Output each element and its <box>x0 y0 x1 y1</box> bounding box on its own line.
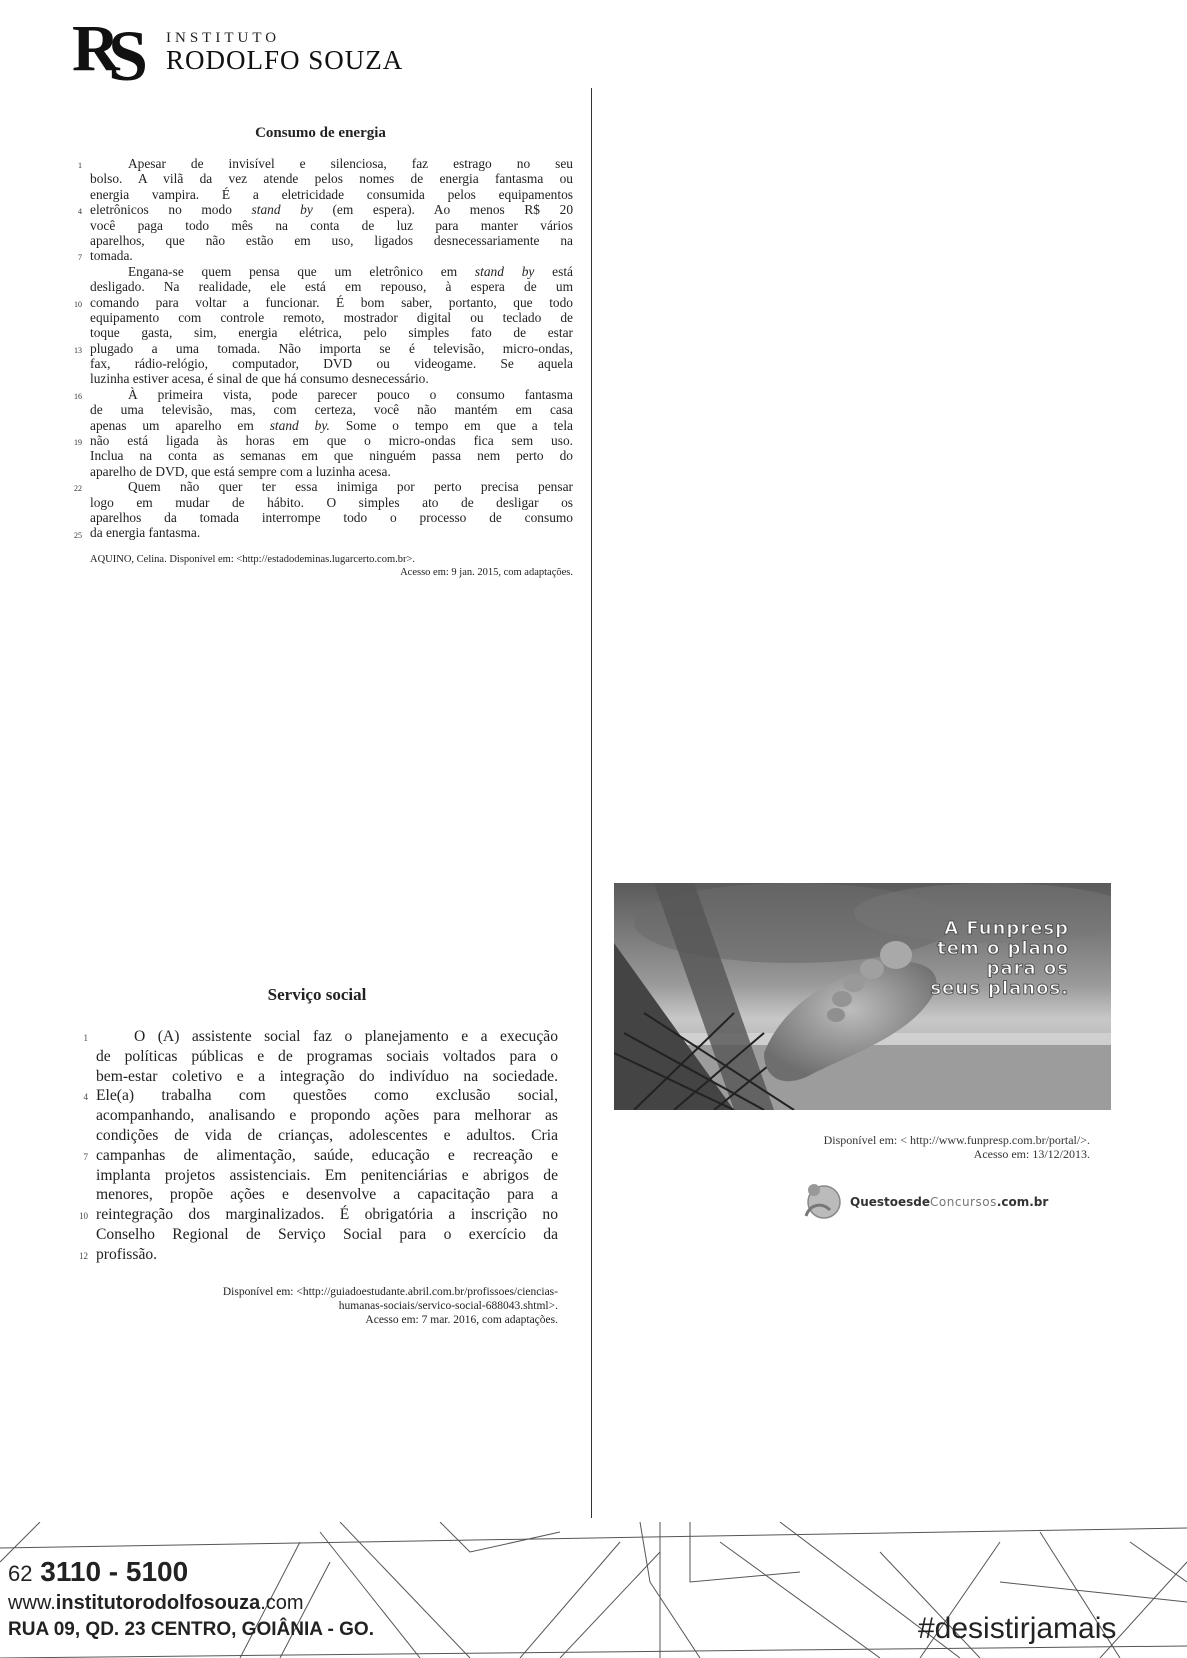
rs-logo-mark <box>70 8 160 88</box>
svg-text:S: S <box>108 16 149 88</box>
line-text: comando para voltar a funcionar. É bom saber, portanto, que todo <box>90 294 573 310</box>
text-line <box>96 1185 558 1205</box>
line-text: reintegração dos marginalizados. É obrigatória a inscrição no <box>96 1206 558 1224</box>
line-text: bem-estar coletivo e a integração do indivíduo na sociedade. <box>96 1067 558 1085</box>
line-number: 1 <box>78 161 82 170</box>
line-text: energia vampira. É a eletricidade consumida pelos equipamentos <box>90 186 573 202</box>
line-text: equipamento com controle remoto, mostrador digital ou teclado de <box>90 309 573 325</box>
line-text: O (A) assistente social faz o planejamento e a execução <box>134 1028 558 1045</box>
article-body <box>68 156 573 541</box>
line-text: bolso. A vilã da vez atende pelos nomes de energia fantasma ou <box>90 171 573 187</box>
line-number: 12 <box>79 1250 88 1261</box>
source-line: Acesso em: 9 jan. 2015, com adaptações. <box>400 566 573 578</box>
text-line <box>96 1146 558 1166</box>
text-line <box>96 1086 558 1106</box>
text-line <box>96 1245 558 1265</box>
text-line <box>90 325 573 340</box>
line-text: aparelho de DVD, que está sempre com a luzinha acesa. <box>90 463 391 479</box>
source-line: Disponível em: < http://www.funpresp.com.br/portal/>. <box>823 1133 1090 1147</box>
source-line: Disponível em: <http://guiadoestudante.abril.com.br/profissoes/ciencias- <box>222 1285 558 1298</box>
article-servico-social <box>76 985 558 1327</box>
line-number: 7 <box>83 1151 88 1162</box>
line-text: campanhas de alimentação, saúde, educação e recreação e <box>96 1146 558 1164</box>
footer <box>0 1522 1187 1658</box>
footer-website <box>8 1592 304 1615</box>
text-line <box>90 510 573 525</box>
line-text-italic: stand by <box>474 263 535 279</box>
line-number: 10 <box>74 299 82 309</box>
text-line <box>90 495 573 510</box>
text-line <box>90 264 573 279</box>
person-globe-icon <box>800 1180 846 1220</box>
line-text-italic: stand by <box>251 202 313 218</box>
source-line: humanas-sociais/servico-social-688043.shtml>. <box>338 1299 558 1312</box>
site-domain: institutorodolfosouza <box>55 1592 261 1614</box>
text-line <box>90 418 573 433</box>
line-number: 1 <box>83 1033 88 1043</box>
line-number: 4 <box>83 1092 88 1103</box>
text-line <box>90 464 573 479</box>
text-line <box>90 433 573 448</box>
site-prefix: www. <box>8 1592 56 1614</box>
text-line <box>90 371 573 386</box>
line-text: Ele(a) trabalha com questões como exclusão social, <box>96 1087 558 1105</box>
text-line <box>90 448 573 463</box>
article-source <box>68 553 573 579</box>
text-line <box>96 1067 558 1087</box>
line-text: menores, propõe ações e desenvolve a capacitação para a <box>96 1186 558 1204</box>
line-text: profissão. <box>96 1245 158 1263</box>
watermark-text: Concursos <box>930 1195 997 1209</box>
line-text: (em espera). Ao menos R$ 20 <box>312 202 574 218</box>
line-text: não está ligada às horas em que o micro-ondas fica sem uso. <box>90 433 573 449</box>
ad-slogan <box>930 919 1069 999</box>
line-number: 4 <box>78 207 82 217</box>
article-source <box>76 1285 558 1327</box>
footer-hashtag: #desistirjamais <box>918 1612 1117 1645</box>
text-line <box>90 279 573 294</box>
watermark-text: Questoesde <box>850 1195 931 1209</box>
text-line <box>90 202 573 217</box>
line-text: apenas um aparelho em <box>90 417 270 433</box>
line-text: logo em mudar de hábito. O simples ato de desligar os <box>90 494 573 510</box>
text-line <box>90 156 573 171</box>
institute-logo <box>70 8 410 88</box>
line-text: de políticas públicas e de programas sociais voltados para o <box>96 1047 558 1065</box>
ad-source <box>640 1133 1090 1161</box>
text-line <box>96 1047 558 1067</box>
line-text: À primeira vista, pode parecer pouco o consumo fantasma <box>128 386 573 402</box>
line-number: 10 <box>79 1211 88 1222</box>
text-line <box>90 402 573 417</box>
line-text: aparelhos da tomada interrompe todo o processo de consumo <box>90 509 573 525</box>
line-text: acompanhando, analisando e propondo ações para melhorar as <box>96 1107 558 1125</box>
line-number: 19 <box>74 438 82 448</box>
text-line <box>96 1126 558 1146</box>
questoes-de-concursos-logo <box>800 1180 1100 1220</box>
line-text: aparelhos, que não estão em uso, ligados desnecessariamente na <box>90 232 573 248</box>
line-text: eletrônicos no modo <box>90 202 252 218</box>
ad-slogan-line: A Funpresp <box>944 918 1069 939</box>
line-text: de uma televisão, mas, com certeza, você não mantém em casa <box>90 402 573 418</box>
line-number: 16 <box>74 392 82 401</box>
text-line <box>96 1106 558 1126</box>
line-text: implanta projetos assistenciais. Em penitenciárias e abrigos de <box>96 1166 558 1184</box>
line-text: da energia fantasma. <box>90 525 201 541</box>
footer-phone <box>8 1556 188 1588</box>
text-line <box>96 1166 558 1186</box>
logo-line-instituto: INSTITUTO <box>166 30 281 46</box>
phone-number: 3110 - 5100 <box>40 1556 189 1587</box>
text-line <box>90 187 573 202</box>
ad-slogan-line: para os <box>986 958 1069 979</box>
line-text: toque gasta, sim, energia elétrica, pelo simples fato de estar <box>90 325 573 341</box>
line-text: Engana-se quem pensa que um eletrônico em <box>128 263 475 279</box>
text-line <box>96 1225 558 1245</box>
text-line <box>90 310 573 325</box>
text-line <box>90 525 573 540</box>
source-line: AQUINO, Celina. Disponível em: <http://estadodeminas.lugarcerto.com.br>. <box>90 553 416 565</box>
line-text: Apesar de invisível e silenciosa, faz estrago no seu <box>128 156 573 171</box>
line-number: 25 <box>74 530 82 540</box>
line-text: está <box>534 263 573 279</box>
logo-line-rodolfo-souza: RODOLFO SOUZA <box>166 45 404 75</box>
line-text: desligado. Na realidade, ele está em repouso, à espera de um <box>90 279 573 295</box>
svg-text:R: R <box>72 12 112 85</box>
line-text: fax, rádio-relógio, computador, DVD ou videogame. Se aquela <box>90 356 573 372</box>
text-line <box>90 233 573 248</box>
article-title: Consumo de energia <box>255 125 386 141</box>
line-text: Inclua na conta as semanas em que ninguém passa nem perto do <box>90 448 573 464</box>
column-divider <box>591 88 592 1518</box>
text-line <box>96 1205 558 1225</box>
footer-address: RUA 09, QD. 23 CENTRO, GOIÂNIA - GO. <box>8 1619 374 1640</box>
line-text: tomada. <box>90 248 133 264</box>
line-number: 7 <box>78 253 82 263</box>
text-line <box>90 171 573 186</box>
line-text: Some o tempo em que a tela <box>329 417 573 433</box>
text-line <box>90 218 573 233</box>
source-line: Acesso em: 13/12/2013. <box>973 1147 1090 1161</box>
funpresp-ad-image <box>614 883 1111 1110</box>
line-text: você paga todo mês na conta de luz para manter vários <box>90 217 573 233</box>
line-number: 22 <box>74 484 82 494</box>
line-text: Conselho Regional de Serviço Social para o exercício da <box>96 1225 558 1243</box>
text-line <box>90 295 573 310</box>
line-number: 13 <box>74 345 82 355</box>
text-line <box>96 1027 558 1047</box>
site-suffix: .com <box>260 1592 304 1614</box>
article-title: Serviço social <box>267 985 367 1004</box>
article-body <box>76 1027 558 1265</box>
source-line: Acesso em: 7 mar. 2016, com adaptações. <box>365 1313 558 1326</box>
watermark-text: .com.br <box>996 1195 1049 1209</box>
text-line <box>90 356 573 371</box>
line-text: luzinha estiver acesa, é sinal de que há consumo desnecessário. <box>90 371 429 387</box>
text-line <box>90 387 573 402</box>
line-text: condições de vida de crianças, adolescentes e adultos. Cria <box>96 1126 558 1144</box>
text-line <box>90 248 573 263</box>
line-text-italic: stand by. <box>269 417 330 433</box>
line-text: Quem não quer ter essa inimiga por perto precisa pensar <box>128 479 573 495</box>
text-line <box>90 479 573 494</box>
line-text: plugado a uma tomada. Não importa se é televisão, micro-ondas, <box>90 340 573 356</box>
text-line <box>90 341 573 356</box>
phone-area-code: 62 <box>8 1561 33 1586</box>
ad-slogan-line: tem o plano <box>937 938 1069 959</box>
article-consumo-de-energia <box>68 125 573 579</box>
ad-slogan-line: seus planos. <box>930 978 1069 999</box>
